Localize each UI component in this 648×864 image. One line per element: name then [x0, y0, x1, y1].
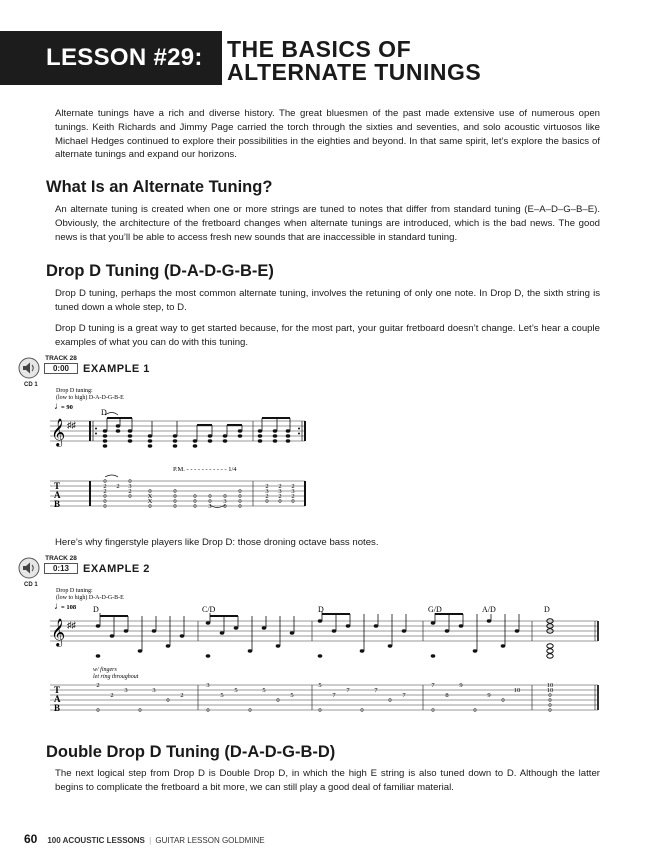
svg-text:2: 2: [180, 692, 184, 699]
svg-text:0: 0: [193, 493, 197, 500]
svg-text:0: 0: [193, 503, 197, 510]
track-label: TRACK 28: [45, 555, 77, 562]
svg-text:10: 10: [546, 687, 554, 694]
svg-text:10: 10: [546, 682, 554, 689]
tuning-label: Drop D tuning:: [56, 588, 93, 594]
svg-text:0: 0: [173, 488, 177, 495]
svg-text:0: 0: [96, 707, 100, 714]
svg-text:9: 9: [459, 682, 463, 689]
tempo-marking: = 90: [61, 404, 73, 411]
svg-text:0: 0: [208, 498, 212, 505]
key-signature-icon: ♯♯: [67, 620, 76, 630]
svg-text:2: 2: [103, 483, 107, 490]
cd-label: CD 1: [24, 382, 38, 388]
svg-text:X: X: [147, 493, 153, 500]
chord-symbols: [93, 605, 550, 614]
svg-text:D: D: [544, 605, 550, 614]
tab-numbers: [96, 682, 553, 714]
svg-text:0: 0: [103, 503, 107, 510]
svg-text:9: 9: [487, 692, 491, 699]
svg-text:0: 0: [238, 488, 242, 495]
svg-text:7: 7: [374, 687, 378, 694]
svg-text:3: 3: [223, 498, 227, 505]
section-heading-drop-d: Drop D Tuning (D-A-D-G-B-E): [46, 262, 274, 280]
svg-text:0: 0: [193, 498, 197, 505]
svg-text:0: 0: [276, 697, 280, 704]
let-ring-note: let ring throughout: [93, 674, 139, 680]
tuning-label: Drop D tuning:: [56, 388, 93, 394]
svg-text:0: 0: [138, 707, 142, 714]
svg-text:0: 0: [248, 707, 252, 714]
svg-text:0: 0: [103, 498, 107, 505]
svg-text:2: 2: [110, 692, 114, 699]
svg-text:0: 0: [548, 707, 552, 714]
svg-text:0: 0: [223, 493, 227, 500]
svg-text:0: 0: [291, 498, 295, 505]
svg-text:5: 5: [290, 692, 294, 699]
svg-text:5: 5: [220, 692, 224, 699]
tuning-strings: (low to high) D-A-D-G-B-E: [56, 395, 124, 401]
svg-text:5: 5: [318, 682, 322, 689]
svg-text:0: 0: [548, 692, 552, 699]
audio-speaker-icon[interactable]: [18, 357, 40, 379]
svg-text:3: 3: [291, 488, 295, 495]
svg-text:7: 7: [402, 692, 406, 699]
chord-symbol: D: [101, 408, 107, 417]
svg-text:8: 8: [445, 692, 449, 699]
cd-label: CD 1: [24, 582, 38, 588]
svg-text:A: A: [54, 490, 61, 500]
stems-beams: [105, 413, 290, 442]
fingerstyle-paragraph: Here’s why fingerstyle players like Drop D: those droning octave bass notes.: [55, 537, 379, 548]
svg-text:0: 0: [548, 702, 552, 709]
svg-text:3: 3: [206, 682, 210, 689]
svg-text:0: 0: [473, 707, 477, 714]
svg-text:0: 0: [223, 503, 227, 510]
example-2-notation: [50, 585, 600, 725]
svg-text:0: 0: [173, 493, 177, 500]
svg-text:C/D: C/D: [202, 605, 216, 614]
notes-group: [96, 619, 520, 657]
svg-text:7: 7: [332, 692, 336, 699]
tempo-marking: = 108: [61, 604, 77, 611]
svg-text:10: 10: [513, 687, 521, 694]
svg-text:0: 0: [265, 498, 269, 505]
svg-text:A: A: [54, 694, 61, 704]
svg-text:5: 5: [262, 687, 266, 694]
lesson-title-line-1: THE BASICS OF: [227, 36, 412, 62]
svg-text:0: 0: [431, 707, 435, 714]
page-number: 60: [24, 832, 38, 846]
svg-text:0: 0: [548, 697, 552, 704]
example-2-title: EXAMPLE 2: [83, 563, 150, 575]
quarter-note-icon: ♩: [54, 401, 64, 412]
svg-text:B: B: [54, 499, 61, 509]
section-what-paragraph: An alternate tuning is created when one or more strings are tuned to notes that differ from standard tuning (E–A–D–G–B–E). Obviously, the architecture of the fretboard changes when alternate tunings are introduced, which is the bad news. The good news is that you’ll be able to access fresh new sounds that are inaccessible in standard tuning.: [55, 204, 600, 243]
svg-text:2: 2: [116, 483, 120, 490]
svg-text:0: 0: [238, 493, 242, 500]
svg-text:0: 0: [103, 478, 107, 485]
svg-text:3: 3: [124, 687, 128, 694]
svg-text:B: B: [54, 703, 61, 713]
svg-text:0: 0: [318, 707, 322, 714]
svg-text:2: 2: [291, 493, 295, 500]
svg-text:0: 0: [173, 498, 177, 505]
palm-mute-marking: P.M. - - - - - - - - - - - 1/4: [173, 466, 237, 473]
svg-text:3: 3: [265, 488, 269, 495]
svg-text:2: 2: [265, 483, 269, 490]
tab-numbers: [103, 478, 294, 510]
svg-text:2: 2: [265, 493, 269, 500]
svg-text:0: 0: [238, 503, 242, 510]
svg-text:7: 7: [346, 687, 350, 694]
svg-text:3: 3: [278, 488, 282, 495]
svg-text:5: 5: [234, 687, 238, 694]
svg-text:0: 0: [238, 498, 242, 505]
whole-chord: [547, 619, 553, 658]
svg-text:D: D: [93, 605, 99, 614]
tab-clef: [54, 481, 61, 509]
lesson-number: LESSON #29:: [46, 44, 203, 71]
example-1-title: EXAMPLE 1: [83, 363, 150, 375]
treble-clef-icon: 𝄞: [51, 420, 66, 446]
tab-clef: [54, 685, 61, 713]
svg-text:2: 2: [96, 682, 100, 689]
svg-text:0: 0: [206, 707, 210, 714]
svg-text:0: 0: [103, 493, 107, 500]
svg-text:3: 3: [152, 687, 156, 694]
series-title: GUITAR LESSON GOLDMINE: [155, 836, 265, 845]
svg-text:3: 3: [208, 503, 212, 510]
svg-text:0: 0: [166, 697, 170, 704]
track-time: 0:13: [44, 563, 78, 574]
svg-text:0: 0: [360, 707, 364, 714]
svg-text:A/D: A/D: [482, 605, 496, 614]
svg-text:0: 0: [208, 493, 212, 500]
intro-paragraph: Alternate tunings have a rich and diverse history. The great bluesmen of the past made extensive use of numerous open tunings. Keith Richards and Jimmy Page carried the torch through the sixties and seventies, and solo acoustic virtuosos like Michael Hedges continued to explore their possibilities in the eighties and beyond. In that same spirit, let’s explore the basics of alternate tunings and expand our horizons.: [55, 108, 600, 161]
drop-d-paragraph-1: Drop D tuning, perhaps the most common alternate tuning, involves the retuning of only one note. In Drop D, the sixth string is tuned down a whole step, to D.: [55, 288, 600, 313]
svg-text:0: 0: [173, 503, 177, 510]
svg-text:7: 7: [431, 682, 435, 689]
svg-text:D: D: [318, 605, 324, 614]
svg-text:2: 2: [128, 488, 132, 495]
svg-text:0: 0: [148, 488, 152, 495]
track-time: 0:00: [44, 363, 78, 374]
svg-text:2: 2: [278, 493, 282, 500]
svg-text:0: 0: [278, 498, 282, 505]
svg-text:2: 2: [103, 488, 107, 495]
svg-text:0: 0: [128, 493, 132, 500]
svg-text:0: 0: [501, 697, 505, 704]
svg-text:G/D: G/D: [428, 605, 442, 614]
svg-text:3: 3: [128, 483, 132, 490]
svg-text:2: 2: [278, 483, 282, 490]
example-1-notation: [50, 385, 315, 520]
section-heading-what: What Is an Alternate Tuning?: [46, 178, 273, 196]
svg-text:0: 0: [128, 478, 132, 485]
tab-barlines: [198, 685, 598, 710]
staff-lines: [50, 421, 305, 441]
footer-separator: |: [149, 836, 152, 845]
track-badge-ex1: [44, 355, 78, 374]
drop-d-paragraph-2: Drop D tuning is a great way to get started because, for the most part, your guitar fretboard doesn’t change. Let’s hear a couple examples of what you can do with this tuning.: [55, 323, 600, 348]
svg-text:T: T: [54, 481, 61, 491]
svg-text:0: 0: [148, 503, 152, 510]
section-heading-double-drop-d: Double Drop D Tuning (D-A-D-G-B-D): [46, 743, 336, 761]
page-footer: [24, 832, 265, 846]
audio-speaker-icon[interactable]: [18, 557, 40, 579]
technique-note: w/ fingers: [93, 667, 117, 673]
key-signature-icon: ♯♯: [67, 420, 76, 430]
double-drop-d-paragraph: The next logical step from Drop D is Double Drop D, in which the high E string is also tuned down to D. Although the latter begins to complicate the fretboard a bit more, we can still play a good deal of familiar material.: [55, 768, 600, 793]
treble-clef-icon: 𝄞: [51, 620, 66, 646]
track-badge-ex2: [44, 555, 78, 574]
svg-text:X: X: [147, 498, 153, 505]
book-title: 100 ACOUSTIC LESSONS: [47, 836, 145, 845]
svg-text:T: T: [54, 685, 61, 695]
track-label: TRACK 28: [45, 355, 77, 362]
lesson-title-line-2: ALTERNATE TUNINGS: [227, 59, 482, 85]
svg-text:2: 2: [291, 483, 295, 490]
tuning-strings: (low to high) D-A-D-G-B-E: [56, 595, 124, 601]
quarter-note-icon: ♩: [54, 601, 64, 612]
svg-text:0: 0: [388, 697, 392, 704]
